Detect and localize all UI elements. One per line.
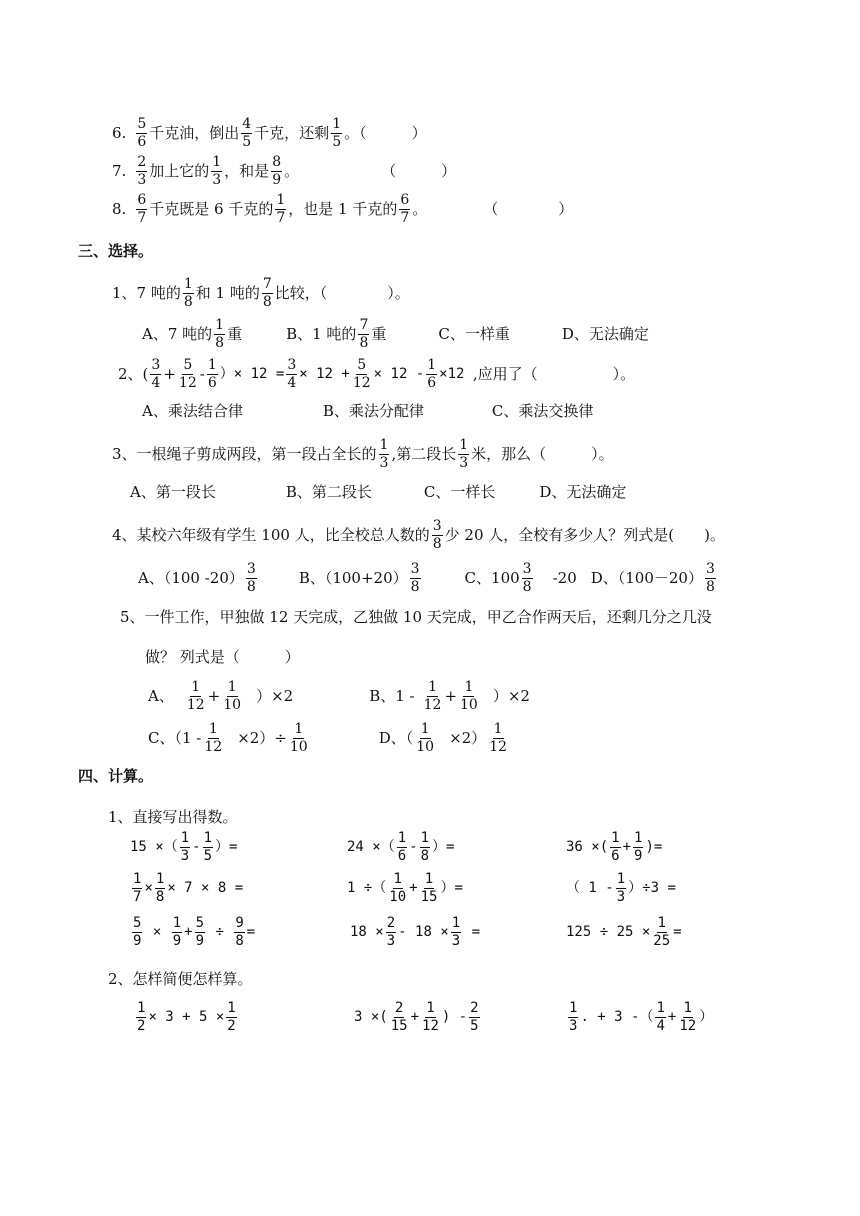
- fraction: $\frac{8}{9}$: [272, 154, 282, 188]
- text: 和 1 吨的: [195, 283, 260, 302]
- text: -20: [552, 568, 577, 587]
- text: 加上它的: [149, 161, 210, 180]
- fraction: $\frac{3}{8}$: [522, 561, 532, 595]
- choice-options-5a: A、 $\frac{1}{12}$ + $\frac{1}{10}$ ）×2 B、1 - $\frac{1}{12}$ + $\frac{1}{10}$ ）×2: [148, 679, 530, 713]
- choice-question-5-cont[interactable]: 做？ 列式是（ ）: [145, 648, 300, 666]
- option-b[interactable]: B、1 吨的: [286, 324, 357, 343]
- answer-blank[interactable]: 少 20 人，全校有多少人？列式是( )。: [444, 525, 725, 544]
- fraction: $\frac{1}{12}$: [186, 679, 205, 713]
- text: ×2）÷: [237, 728, 287, 747]
- choice-question-4: [112, 519, 725, 551]
- question-6: [112, 117, 427, 149]
- question-7: [112, 155, 456, 187]
- fraction: $\frac{7}{8}$: [359, 317, 369, 351]
- question-number: 6.: [112, 123, 127, 142]
- fraction: $\frac{1}{10}$: [460, 679, 478, 713]
- choice-question-1: [112, 277, 410, 309]
- calc-1-8[interactable]: 18 × $\frac{2}{3}$ - 18 × $\frac{1}{3}$ =: [350, 915, 481, 949]
- section-title-calc: 四、计算。: [78, 767, 154, 785]
- fraction: $\frac{1}{12}$: [423, 679, 442, 713]
- text: 4、某校六年级有学生 100 人，比全校总人数的: [112, 525, 430, 544]
- question-8: [112, 193, 573, 225]
- fraction: $\frac{3}{8}$: [410, 561, 420, 595]
- equals: =: [275, 366, 285, 383]
- calc-1-5[interactable]: 1 ÷（ $\frac{1}{10}$ + $\frac{1}{15}$ ）=: [347, 871, 463, 905]
- option-c[interactable]: C、100: [464, 568, 520, 587]
- fraction: $\frac{3}{8}$: [432, 518, 442, 552]
- option-a[interactable]: A、（100 -20）: [138, 568, 244, 587]
- calc-2-1[interactable]: $\frac{1}{2}$ × 3 + 5 × $\frac{1}{2}$: [137, 1000, 236, 1034]
- fraction: $\frac{1}{5}$: [332, 116, 342, 150]
- answer-blank[interactable]: 比较，（ ）。: [274, 283, 410, 302]
- text: ,第二段长: [391, 444, 457, 463]
- option-c[interactable]: C、一样重: [438, 324, 510, 343]
- choice-options-1: [142, 318, 649, 350]
- fraction: $\frac{2}{3}$: [137, 154, 147, 188]
- option-b[interactable]: B、乘法分配律: [322, 402, 424, 420]
- text: 2、(: [118, 364, 149, 383]
- answer-blank[interactable]: （ ）: [381, 161, 457, 180]
- fraction: $\frac{1}{8}$: [215, 317, 225, 351]
- option-d[interactable]: D、（100－20）: [590, 568, 703, 587]
- choice-question-2: 2、( $\frac{3}{4}$ + $\frac{5}{12}$ - $\frac{1}{6}$ ）× 12 = $\frac{3}{4}$ × 12 + $\frac{5}{12}$ × 12 - $\frac{1}{6}$ ×12 ,应用了（ ）。: [118, 357, 636, 391]
- fraction: $\frac{1}{6}$: [427, 357, 437, 391]
- fraction: $\frac{6}{7}$: [137, 192, 147, 226]
- calc-1-2[interactable]: 24 ×（ $\frac{1}{6}$ - $\frac{1}{8}$ ）=: [347, 830, 455, 864]
- calc-2-3[interactable]: $\frac{1}{3}$ . + 3 -（ $\frac{1}{4}$ + $\frac{1}{12}$ ）: [569, 1000, 714, 1034]
- fraction: $\frac{7}{8}$: [262, 276, 272, 310]
- option-d[interactable]: D、无法确定: [561, 324, 649, 343]
- answer-blank[interactable]: （ ）: [483, 199, 574, 218]
- fraction: $\frac{6}{7}$: [400, 192, 410, 226]
- calc-1-9[interactable]: 125 ÷ 25 × $\frac{1}{25}$ =: [566, 915, 682, 949]
- text: 千克，还剩: [254, 123, 330, 142]
- fraction: $\frac{1}{7}$: [276, 192, 286, 226]
- option-a[interactable]: A、7 吨的: [142, 324, 213, 343]
- text: 。: [412, 199, 428, 218]
- fraction: $\frac{1}{3}$: [212, 154, 222, 188]
- fraction: $\frac{3}{8}$: [246, 561, 256, 595]
- text: 千克既是 6 千克的: [149, 199, 274, 218]
- text: 重: [371, 324, 387, 343]
- choice-options-2: [142, 404, 593, 419]
- fraction: $\frac{5}{12}$: [352, 357, 371, 391]
- fraction: $\frac{1}{6}$: [207, 357, 217, 391]
- text: ）×2: [256, 686, 294, 705]
- choice-options-3: [130, 485, 626, 500]
- subsection-direct: 1、直接写出得数。: [108, 808, 238, 826]
- answer-blank[interactable]: 米，那么（ ）。: [471, 444, 614, 463]
- option-a[interactable]: A、第一段长: [130, 483, 216, 501]
- choice-question-3: [112, 438, 614, 470]
- fraction: $\frac{1}{10}$: [416, 721, 435, 755]
- answer-blank[interactable]: 。（ ）: [344, 123, 427, 142]
- fraction: $\frac{3}{8}$: [705, 561, 715, 595]
- fraction: $\frac{3}{4}$: [151, 357, 161, 391]
- choice-question-5: 5、一件工作，甲独做 12 天完成，乙独做 10 天完成，甲乙合作两天后，还剩几分之几没: [120, 608, 712, 626]
- text: 重: [227, 324, 243, 343]
- calc-1-1[interactable]: 15 ×（ $\frac{1}{3}$ - $\frac{1}{5}$ ）=: [130, 830, 238, 864]
- fraction: $\frac{1}{8}$: [183, 276, 193, 310]
- option-d[interactable]: D、无法确定: [539, 483, 627, 501]
- fraction: $\frac{5}{12}$: [178, 357, 197, 391]
- calc-1-3[interactable]: 36 ×( $\frac{1}{6}$ + $\frac{1}{9}$ )=: [566, 830, 663, 864]
- question-number: 8.: [112, 199, 127, 218]
- text: ）×2: [492, 686, 530, 705]
- fraction: $\frac{1}{3}$: [459, 437, 469, 471]
- fraction: $\frac{1}{12}$: [204, 721, 223, 755]
- text: ，和是: [224, 161, 270, 180]
- calc-1-6[interactable]: （ 1 - $\frac{1}{3}$ ）÷3 =: [566, 871, 676, 905]
- fraction: $\frac{5}{6}$: [137, 116, 147, 150]
- option-b[interactable]: B、1 -: [369, 686, 415, 705]
- question-number: 7.: [112, 161, 127, 180]
- fraction: $\frac{1}{10}$: [289, 721, 308, 755]
- calc-1-7[interactable]: $\frac{5}{9}$ × $\frac{1}{9}$ + $\frac{5}{9}$ ÷ $\frac{9}{8}$ =: [133, 915, 256, 949]
- choice-options-5b: [148, 722, 510, 754]
- fraction: $\frac{3}{4}$: [287, 357, 297, 391]
- option-b[interactable]: B、第二段长: [285, 483, 372, 501]
- number: 12: [250, 366, 268, 383]
- calc-1-4[interactable]: $\frac{1}{7}$ × $\frac{1}{8}$ × 7 × 8 =: [133, 871, 244, 905]
- answer-blank[interactable]: ,应用了（ ）。: [472, 364, 636, 383]
- option-c[interactable]: C、（1 -: [148, 728, 202, 747]
- choice-options-4: [138, 562, 718, 594]
- option-d[interactable]: D、（: [378, 728, 414, 747]
- option-a[interactable]: A、乘法结合律: [142, 402, 243, 420]
- fraction: $\frac{1}{12}$: [489, 721, 508, 755]
- text: ×2）: [449, 728, 487, 747]
- text: 1、7 吨的: [112, 283, 181, 302]
- section-title-choice: 三、选择。: [78, 242, 154, 260]
- text: 。: [284, 161, 300, 180]
- option-c[interactable]: C、乘法交换律: [491, 402, 594, 420]
- subsection-simplify: 2、怎样简便怎样算。: [108, 970, 253, 988]
- text: ，也是 1 千克的: [288, 199, 398, 218]
- option-a[interactable]: A、: [148, 686, 174, 705]
- text: 千克油，倒出: [149, 123, 240, 142]
- fraction: $\frac{4}{5}$: [242, 116, 252, 150]
- option-b[interactable]: B、（100+20）: [298, 568, 408, 587]
- calc-2-2[interactable]: 3 ×( $\frac{2}{15}$ + $\frac{1}{12}$ ) - $\frac{2}{5}$: [354, 1000, 479, 1034]
- fraction: $\frac{1}{3}$: [379, 437, 389, 471]
- fraction: $\frac{1}{10}$: [223, 679, 242, 713]
- text: 3、一根绳子剪成两段，第一段占全长的: [112, 444, 377, 463]
- option-c[interactable]: C、一样长: [423, 483, 496, 501]
